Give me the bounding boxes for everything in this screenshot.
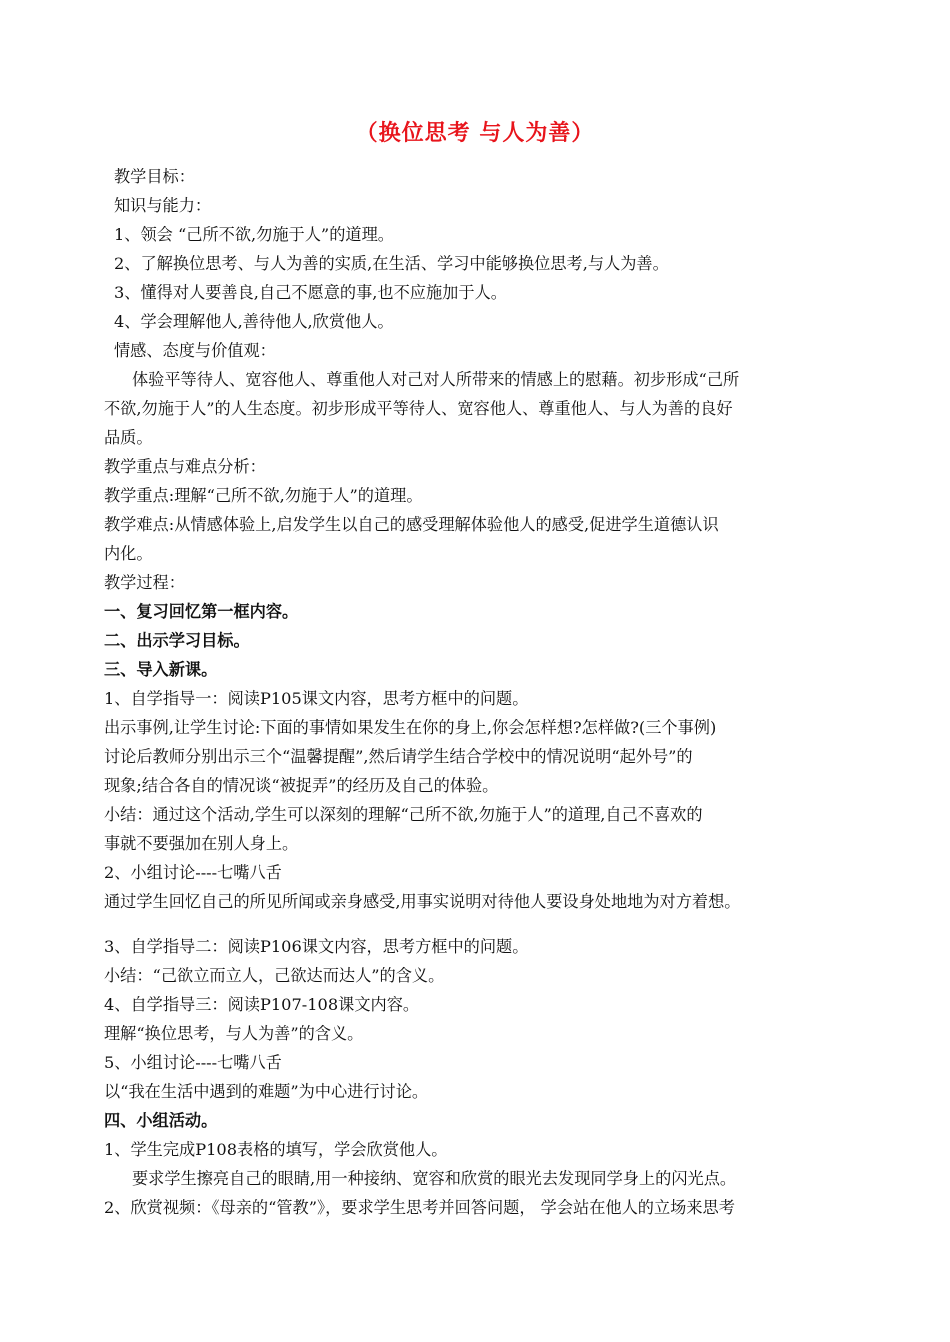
text-line: 4、自学指导三：阅读P107-108课文内容。 <box>104 995 420 1014</box>
text-line: 内化。 <box>104 544 153 563</box>
section-heading: 一、复习回忆第一框内容。 <box>104 602 299 621</box>
text-line: 小结：“己欲立而立人，己欲达而达人”的含义。 <box>104 966 445 985</box>
text-line: 1、学生完成P108表格的填写，学会欣赏他人。 <box>104 1140 448 1159</box>
text-line: 讨论后教师分别出示三个“温馨提醒”,然后请学生结合学校中的情况说明“起外号”的 <box>104 747 693 766</box>
text-line: 事就不要强加在别人身上。 <box>104 834 299 853</box>
text-line: 以“我在生活中遇到的难题”为中心进行讨论。 <box>104 1082 429 1101</box>
text-line: 情感、态度与价值观： <box>114 341 276 360</box>
text-line: 教学重点:理解“己所不欲,勿施于人”的道理。 <box>104 486 423 505</box>
text-line: 教学目标： <box>114 167 195 186</box>
section-heading: 四、小组活动。 <box>104 1111 218 1130</box>
text-line: 2、了解换位思考、与人为善的实质,在生活、学习中能够换位思考,与人为善。 <box>114 254 669 273</box>
text-line: 出示事例,让学生讨论:下面的事情如果发生在你的身上,你会怎样想?怎样做?(三个事例) <box>104 718 717 737</box>
blank-gap <box>104 916 864 932</box>
text-line: 2、小组讨论----七嘴八舌 <box>104 863 282 882</box>
text-line: 2、欣赏视频：《母亲的“管教”》，要求学生思考并回答问题， 学会站在他人的立场来思考 <box>104 1198 735 1217</box>
document-title: （换位思考 与人为善） <box>355 121 595 146</box>
text-line: 1、领会 “己所不欲,勿施于人”的道理。 <box>114 225 394 244</box>
text-line: 不欲,勿施于人”的人生态度。初步形成平等待人、宽容他人、尊重他人、与人为善的良好 <box>104 399 733 418</box>
text-line: 小结：通过这个活动,学生可以深刻的理解“己所不欲,勿施于人”的道理,自己不喜欢的 <box>104 805 703 824</box>
document-body <box>104 162 864 1222</box>
text-line: 品质。 <box>104 428 153 447</box>
text-line: 1、自学指导一：阅读P105课文内容，思考方框中的问题。 <box>104 689 529 708</box>
text-line: 教学重点与难点分析： <box>104 457 266 476</box>
text-line: 教学难点:从情感体验上,启发学生以自己的感受理解体验他人的感受,促进学生道德认识 <box>104 515 719 534</box>
text-line: 3、自学指导二：阅读P106课文内容，思考方框中的问题。 <box>104 937 529 956</box>
text-line: 体验平等待人、宽容他人、尊重他人对己对人所带来的情感上的慰藉。初步形成“己所 <box>132 370 740 389</box>
text-line: 现象;结合各自的情况谈“被捉弄”的经历及自己的体验。 <box>104 776 499 795</box>
text-line: 通过学生回忆自己的所见所闻或亲身感受,用事实说明对待他人要设身处地地为对方着想。 <box>104 892 741 911</box>
text-line: 3、懂得对人要善良,自己不愿意的事,也不应施加于人。 <box>114 283 507 302</box>
text-line: 5、小组讨论----七嘴八舌 <box>104 1053 282 1072</box>
text-line: 理解“换位思考，与人为善”的含义。 <box>104 1024 364 1043</box>
section-heading: 三、导入新课。 <box>104 660 218 679</box>
text-line: 4、学会理解他人,善待他人,欣赏他人。 <box>114 312 394 331</box>
text-line: 教学过程： <box>104 573 185 592</box>
text-line: 知识与能力： <box>114 196 212 215</box>
text-line: 要求学生擦亮自己的眼睛,用一种接纳、宽容和欣赏的眼光去发现同学身上的闪光点。 <box>132 1169 737 1188</box>
section-heading: 二、出示学习目标。 <box>104 631 250 650</box>
